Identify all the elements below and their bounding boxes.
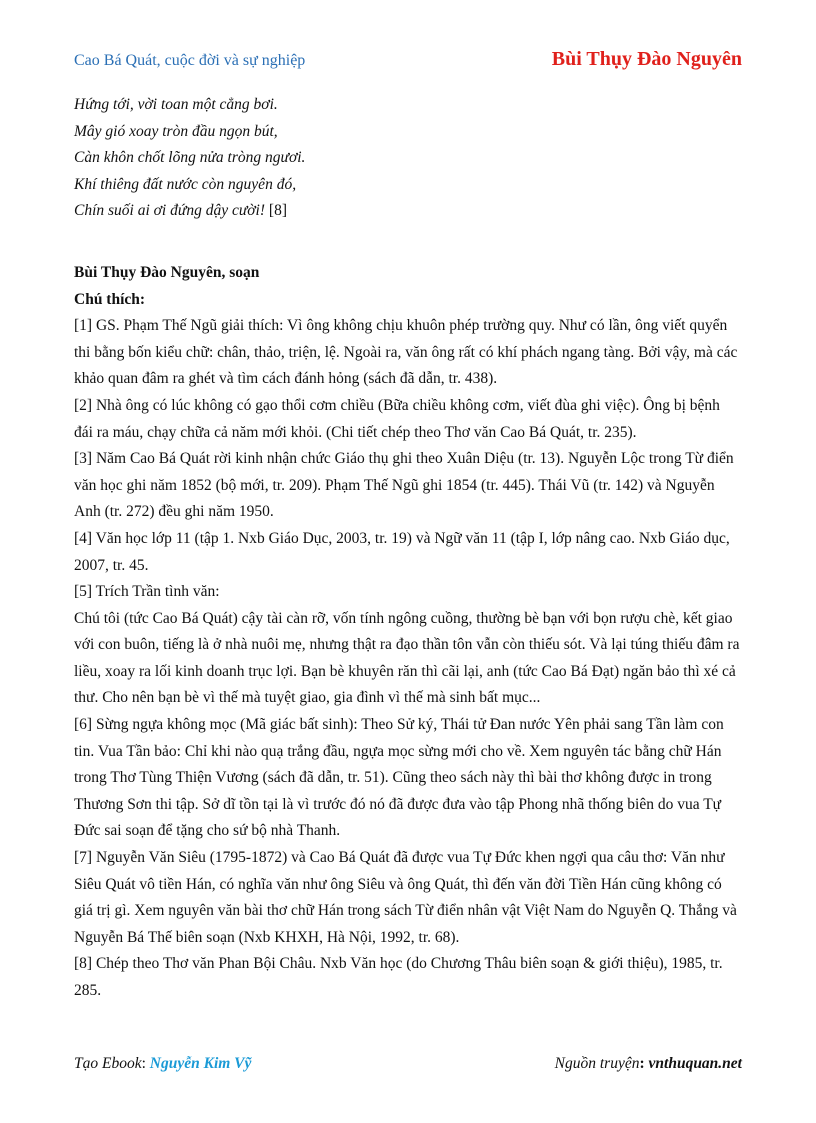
ebook-creator-name: Nguyễn Kim Vỹ [149,1055,252,1072]
page-header [74,46,742,76]
poem-line: Càn khôn chốt lõng nửa tròng ngươi. [74,149,306,167]
author-line: Bùi Thụy Đào Nguyên, soạn [74,263,260,281]
footnote-1: [1] GS. Phạm Thế Ngũ giải thích: Vì ông không chịu khuôn phép trường quy. Như có lần, ông viết quyển thi bằng bốn kiểu chữ: chân, thảo, triện, lệ. Ngoài ra, văn ông rất có khí phách ngang tàng. Bởi vậy, mà các khảo quan đâm ra ghét và tìm cách đánh hỏng (sách đã dẫn, tr. 438). [74,317,738,388]
page-content [74,92,742,1005]
poem-line: Mây gió xoay tròn đầu ngọn bút, [74,122,278,140]
source-credit: Nguồn truyện: vnthuquan.net [554,1055,742,1072]
poem [74,92,742,225]
footnote-5: [5] Trích Trần tình văn: [74,583,220,601]
source-credit-label: Nguồn truyện [554,1055,640,1072]
footnote-6: [6] Sừng ngựa không mọc (Mã giác bất sinh): Theo Sử ký, Thái tử Đan nước Yên phải sang Tần làm con tin. Vua Tần bảo: Chỉ khi nào quạ trắng đầu, ngựa mọc sừng mới cho về. Xem nguyên tác bằng chữ Hán trong Thơ Tùng Thiện Vương (sách đã dẫn, tr. 51). Cũng theo sách này thì bài thơ không được in trong Thương Sơn thi tập. Sở dĩ tồn tại là vì trước đó nó đã được đưa vào tập Phong nhã thống biên do vua Tự Đức sai soạn để tặng cho sứ bộ nhà Thanh. [74,716,724,840]
ebook-credit-label: Tạo Ebook [74,1055,142,1072]
poem-line: Khí thiêng đất nước còn nguyên đó, [74,175,297,193]
poem-line-text: Chín suối ai ơi đứng dậy cười! [74,202,266,220]
poem-line: Hứng tới, vời toan một cẳng bơi. [74,96,278,113]
ebook-credit: Tạo Ebook: Nguyễn Kim Vỹ [74,1055,252,1072]
poem-line-last [74,198,742,225]
footnote-8: [8] Chép theo Thơ văn Phan Bội Châu. Nxb Văn học (do Chương Thâu biên soạn & giới thiệu), 1985, tr. 285. [74,955,723,999]
poem-footnote-ref: [8] [265,202,287,220]
footnote-5-quote: Chú tôi (tức Cao Bá Quát) cậy tài càn rỡ, vốn tính ngông cuồng, thường bè bạn với bọn rượu chè, kết giao với con buôn, tiếng là ở nhà nuôi mẹ, nhưng thật ra đạo thần tôn vẫn còn thiếu sót. Và lại túng thiếu đâm ra liều, xoay ra lối kinh doanh trục lợi. Bạn bè khuyên răn thì cãi lại, anh (tức Cao Bá Đạt) ngăn bảo thì xé cả thư. Cho nên bạn bè vì thế mà tuyệt giao, gia đình vì thế mà sinh bất mục... [74,609,740,707]
book-title: Cao Bá Quát, cuộc đời và sự nghiệp [74,52,306,69]
footnote-3: [3] Năm Cao Bá Quát rời kinh nhận chức Giáo thụ ghi theo Xuân Diệu (tr. 13). Nguyễn Lộc trong Từ điển văn học ghi năm 1852 (bộ mới, tr. 209). Phạm Thế Ngũ ghi 1854 (tr. 445). Thái Vũ (tr. 142) và Nguyễn Anh (tr. 272) đều ghi năm 1950. [74,450,734,521]
footnote-4: [4] Văn học lớp 11 (tập 1. Nxb Giáo Dục, 2003, tr. 19) và Ngữ văn 11 (tập I, lớp nâng cao. Nxb Giáo dục, 2007, tr. 45. [74,529,730,574]
notes-heading: Chú thích: [74,290,146,308]
author-name: Bùi Thụy Đào Nguyên [551,48,742,70]
source-site: vnthuquan.net [648,1055,742,1072]
footnote-2: [2] Nhà ông có lúc không có gạo thổi cơm chiều (Bữa chiều không cơm, viết đùa ghi việc). Ông bị bệnh đái ra máu, chạy chữa cả năm mới khỏi. (Chi tiết chép theo Thơ văn Cao Bá Quát, tr. 235). [74,396,720,441]
footnote-7: [7] Nguyễn Văn Siêu (1795-1872) và Cao Bá Quát đã được vua Tự Đức khen ngợi qua câu thơ: Văn như Siêu Quát vô tiền Hán, có nghĩa văn như ông Siêu và ông Quát, thì đến văn đời Tiền Hán cũng không có giá trị gì. Xem nguyên văn bài thơ chữ Hán trong sách Từ điển nhân vật Việt Nam do Nguyễn Q. Thắng và Nguyễn Bá Thế biên soạn (Nxb KHXH, Hà Nội, 1992, tr. 68). [74,849,737,946]
